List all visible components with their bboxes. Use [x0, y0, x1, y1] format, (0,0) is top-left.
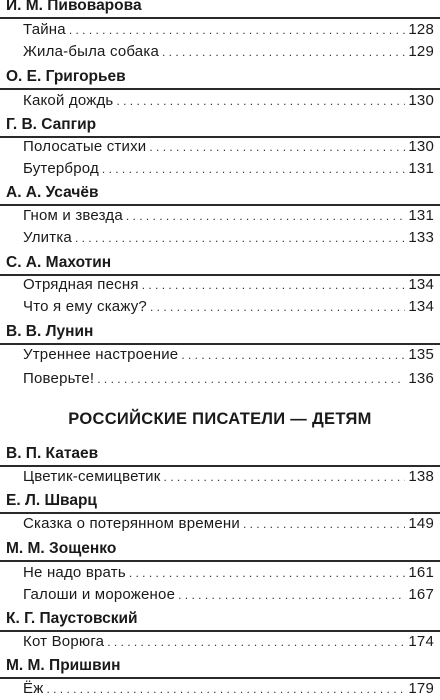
dot-leader	[102, 158, 405, 180]
entry-title: Что я ему скажу?	[23, 298, 147, 315]
author-heading: М. М. Пришвин	[0, 655, 440, 677]
entry-title: Улитка	[23, 229, 72, 246]
entry-page: 161	[408, 564, 434, 581]
entry-page: 167	[408, 586, 434, 603]
entry-page: 129	[408, 43, 434, 60]
entry-page: 131	[408, 207, 434, 224]
toc-entry[interactable]	[0, 678, 440, 700]
entry-title: Какой дождь	[23, 92, 114, 109]
section-title: РОССИЙСКИЕ ПИСАТЕЛИ — ДЕТЯМ	[68, 410, 372, 428]
dot-leader	[149, 136, 405, 158]
dot-leader	[164, 466, 406, 488]
toc-entry[interactable]	[0, 466, 440, 488]
entry-title: Поверьте!	[23, 370, 95, 387]
toc-entry[interactable]	[0, 368, 440, 390]
entry-page: 136	[408, 370, 434, 387]
entry-title: Галоши и мороженое	[23, 586, 176, 603]
entry-title: Сказка о потерянном времени	[23, 515, 240, 532]
entry-title: Полосатые стихи	[23, 138, 147, 155]
dot-leader	[243, 513, 405, 535]
dot-leader	[142, 274, 406, 296]
author-heading: О. Е. Григорьев	[0, 66, 440, 88]
toc-entry[interactable]	[0, 584, 440, 606]
entry-page: 135	[408, 346, 434, 363]
dot-leader	[46, 678, 405, 700]
toc-entry[interactable]	[0, 19, 440, 41]
toc-entry[interactable]	[0, 274, 440, 296]
dot-leader	[126, 205, 405, 227]
entry-page: 134	[408, 276, 434, 293]
entry-page: 174	[408, 633, 434, 650]
author-heading: М. М. Зощенко	[0, 538, 440, 560]
toc-entry[interactable]	[0, 136, 440, 158]
dot-leader	[75, 227, 405, 249]
entry-title: Гном и звезда	[23, 207, 123, 224]
entry-title: Тайна	[23, 21, 66, 38]
toc-entry[interactable]	[0, 205, 440, 227]
entry-title: Отрядная песня	[23, 276, 139, 293]
dot-leader	[181, 344, 405, 366]
entry-page: 133	[408, 229, 434, 246]
entry-page: 130	[408, 92, 434, 109]
dot-leader	[116, 90, 405, 112]
toc-entry[interactable]	[0, 296, 440, 318]
dot-leader	[162, 41, 405, 63]
toc-entry[interactable]	[0, 513, 440, 535]
author-heading: С. А. Махотин	[0, 252, 440, 274]
entry-title: Не надо врать	[23, 564, 126, 581]
dot-leader	[129, 562, 406, 584]
entry-title: Кот Ворюга	[23, 633, 105, 650]
author-heading: Г. В. Сапгир	[0, 114, 440, 136]
toc-entry[interactable]	[0, 158, 440, 180]
entry-page: 128	[408, 21, 434, 38]
entry-title: Цветик-семицветик	[23, 468, 161, 485]
toc-entry[interactable]	[0, 227, 440, 249]
toc-entry[interactable]	[0, 562, 440, 584]
dot-leader	[178, 584, 405, 606]
dot-leader	[150, 296, 405, 318]
toc-entry[interactable]	[0, 344, 440, 366]
dot-leader	[69, 19, 406, 41]
entry-page: 130	[408, 138, 434, 155]
dot-leader	[97, 368, 405, 390]
toc-entry[interactable]	[0, 631, 440, 653]
entry-title: Бутерброд	[23, 160, 99, 177]
entry-page: 149	[408, 515, 434, 532]
entry-page: 138	[408, 468, 434, 485]
toc-entry[interactable]	[0, 90, 440, 112]
author-heading: В. В. Лунин	[0, 321, 440, 343]
entry-page: 179	[408, 680, 434, 697]
author-heading: Е. Л. Шварц	[0, 490, 440, 512]
toc-entry[interactable]	[0, 41, 440, 63]
entry-page: 131	[408, 160, 434, 177]
entry-title: Жила-была собака	[23, 43, 159, 60]
author-heading: К. Г. Паустовский	[0, 608, 440, 630]
author-heading: А. А. Усачёв	[0, 182, 440, 204]
entry-title: Утреннее настроение	[23, 346, 179, 363]
author-heading: В. П. Катаев	[0, 443, 440, 465]
entry-title: Ёж	[23, 680, 44, 697]
entry-page: 134	[408, 298, 434, 315]
dot-leader	[107, 631, 405, 653]
author-heading: И. М. Пивоварова	[0, 0, 440, 17]
